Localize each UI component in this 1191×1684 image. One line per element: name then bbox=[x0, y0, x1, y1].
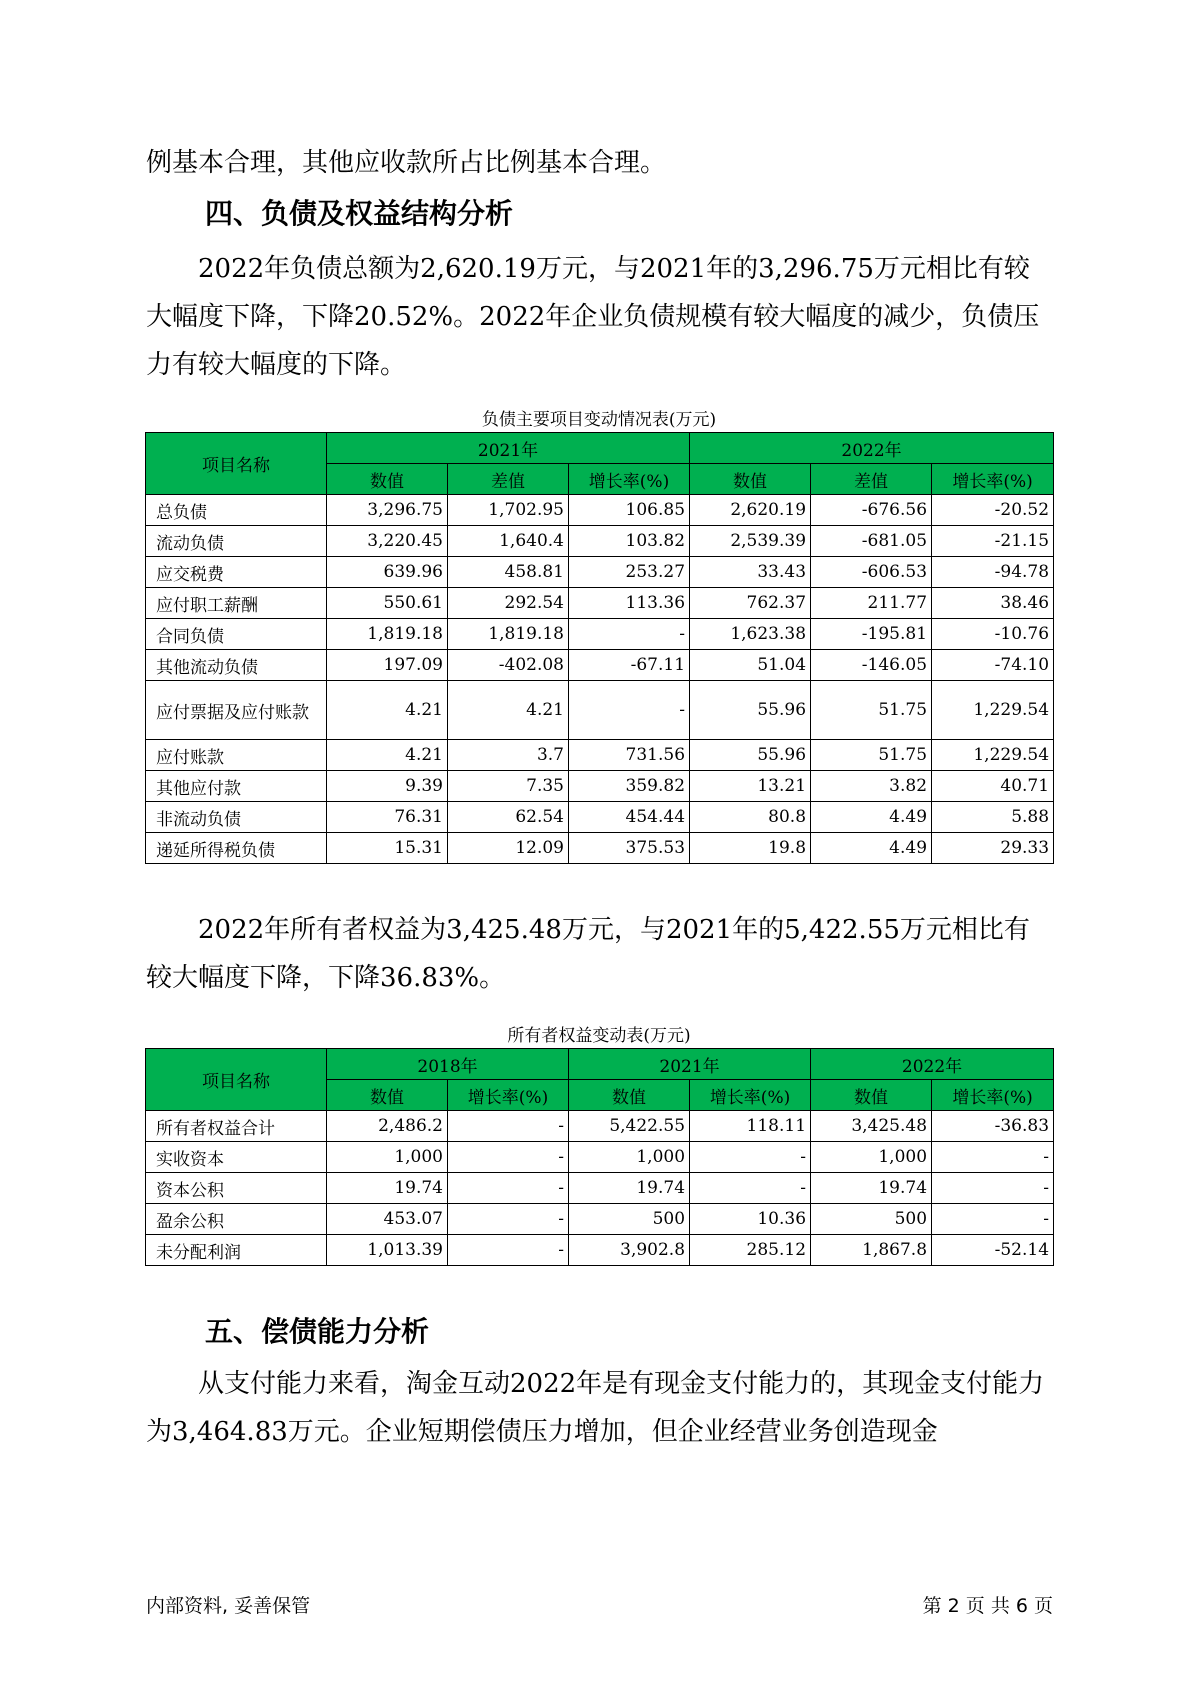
table-cell: 1,000 bbox=[811, 1142, 932, 1173]
table-row bbox=[146, 771, 1054, 802]
table-row bbox=[146, 1111, 1054, 1142]
table-cell: - bbox=[932, 1204, 1054, 1235]
table-cell: 639.96 bbox=[327, 557, 448, 588]
column-subheader: 增长率(%) bbox=[690, 1080, 811, 1111]
footer-page-number: 第 2 页 共 6 页 bbox=[922, 1595, 1053, 1617]
table-cell: 33.43 bbox=[690, 557, 811, 588]
row-label: 总负债 bbox=[146, 495, 327, 526]
table-cell: 5.88 bbox=[932, 802, 1054, 833]
row-label: 递延所得税负债 bbox=[146, 833, 327, 864]
table-cell: 40.71 bbox=[932, 771, 1054, 802]
table-cell: 19.8 bbox=[690, 833, 811, 864]
table-cell: 13.21 bbox=[690, 771, 811, 802]
table-cell: 211.77 bbox=[811, 588, 932, 619]
liabilities-paragraph: 2022年负债总额为2,620.19万元，与2021年的3,296.75万元相比有较大幅度下降，下降20.52%。2022年企业负债规模有较大幅度的减少，负债压力有较大幅度的下降。 bbox=[146, 254, 1040, 380]
table-cell: 1,000 bbox=[327, 1142, 448, 1173]
table-cell: - bbox=[690, 1173, 811, 1204]
table-row bbox=[146, 740, 1054, 771]
table-cell: 19.74 bbox=[569, 1173, 690, 1204]
table-cell: 762.37 bbox=[690, 588, 811, 619]
table-cell: - bbox=[569, 681, 690, 740]
table-cell: 731.56 bbox=[569, 740, 690, 771]
year-header: 2022年 bbox=[690, 433, 1054, 464]
table-cell: 1,623.38 bbox=[690, 619, 811, 650]
table-cell: -402.08 bbox=[448, 650, 569, 681]
table-cell: 51.75 bbox=[811, 740, 932, 771]
table-row bbox=[146, 681, 1054, 740]
table-cell: -94.78 bbox=[932, 557, 1054, 588]
liabilities-table bbox=[145, 432, 1054, 864]
column-subheader: 数值 bbox=[569, 1080, 690, 1111]
table-cell: 500 bbox=[811, 1204, 932, 1235]
table-cell: 80.8 bbox=[690, 802, 811, 833]
column-subheader: 增长率(%) bbox=[448, 1080, 569, 1111]
table-cell: -676.56 bbox=[811, 495, 932, 526]
equity-table-caption: 所有者权益变动表(万元) bbox=[507, 1026, 691, 1046]
table-cell: -606.53 bbox=[811, 557, 932, 588]
row-label: 实收资本 bbox=[146, 1142, 327, 1173]
table-cell: 19.74 bbox=[811, 1173, 932, 1204]
table-cell: 62.54 bbox=[448, 802, 569, 833]
equity-paragraph: 2022年所有者权益为3,425.48万元，与2021年的5,422.55万元相比有较大幅度下降，下降36.83%。 bbox=[146, 915, 1030, 993]
table-cell: 4.21 bbox=[327, 681, 448, 740]
row-label: 应付职工薪酬 bbox=[146, 588, 327, 619]
table-cell: 458.81 bbox=[448, 557, 569, 588]
table-cell: -36.83 bbox=[932, 1111, 1054, 1142]
table-cell: 12.09 bbox=[448, 833, 569, 864]
table-cell: 2,539.39 bbox=[690, 526, 811, 557]
table-cell: 375.53 bbox=[569, 833, 690, 864]
table-cell: 118.11 bbox=[690, 1111, 811, 1142]
table-cell: 1,640.4 bbox=[448, 526, 569, 557]
row-label: 未分配利润 bbox=[146, 1235, 327, 1266]
row-label: 资本公积 bbox=[146, 1173, 327, 1204]
table-cell: - bbox=[690, 1142, 811, 1173]
column-subheader: 数值 bbox=[327, 1080, 448, 1111]
table-cell: 1,229.54 bbox=[932, 740, 1054, 771]
year-header: 2022年 bbox=[811, 1049, 1054, 1080]
solvency-paragraph: 从支付能力来看，淘金互动2022年是有现金支付能力的，其现金支付能力为3,464.83万元。企业短期偿债压力增加，但企业经营业务创造现金 bbox=[146, 1369, 1045, 1447]
table-cell: 3,220.45 bbox=[327, 526, 448, 557]
footer-confidential: 内部资料, 妥善保管 bbox=[146, 1595, 311, 1617]
table-cell: 253.27 bbox=[569, 557, 690, 588]
table-row bbox=[146, 833, 1054, 864]
table-cell: 454.44 bbox=[569, 802, 690, 833]
table-row bbox=[146, 1235, 1054, 1266]
table-cell: 4.21 bbox=[448, 681, 569, 740]
table-cell: -195.81 bbox=[811, 619, 932, 650]
row-label: 流动负债 bbox=[146, 526, 327, 557]
table-cell: -74.10 bbox=[932, 650, 1054, 681]
table-cell: -21.15 bbox=[932, 526, 1054, 557]
table-cell: 4.21 bbox=[327, 740, 448, 771]
year-header: 2021年 bbox=[327, 433, 690, 464]
table-cell: 292.54 bbox=[448, 588, 569, 619]
continued-paragraph: 例基本合理，其他应收款所占比例基本合理。 bbox=[146, 148, 667, 178]
table-cell: 5,422.55 bbox=[569, 1111, 690, 1142]
table-cell: 1,013.39 bbox=[327, 1235, 448, 1266]
column-subheader: 数值 bbox=[690, 464, 811, 495]
table-cell: 76.31 bbox=[327, 802, 448, 833]
table-cell: 38.46 bbox=[932, 588, 1054, 619]
column-subheader: 差值 bbox=[811, 464, 932, 495]
row-label: 其他流动负债 bbox=[146, 650, 327, 681]
table-cell: 197.09 bbox=[327, 650, 448, 681]
item-name-header: 项目名称 bbox=[146, 433, 327, 495]
table-cell: -20.52 bbox=[932, 495, 1054, 526]
table-cell: 4.49 bbox=[811, 802, 932, 833]
table-row bbox=[146, 650, 1054, 681]
row-label: 应交税费 bbox=[146, 557, 327, 588]
table-cell: 2,620.19 bbox=[690, 495, 811, 526]
table-cell: - bbox=[932, 1173, 1054, 1204]
table-cell: 51.04 bbox=[690, 650, 811, 681]
table-cell: -10.76 bbox=[932, 619, 1054, 650]
table-cell: 51.75 bbox=[811, 681, 932, 740]
row-label: 所有者权益合计 bbox=[146, 1111, 327, 1142]
table-cell: 285.12 bbox=[690, 1235, 811, 1266]
row-label: 其他应付款 bbox=[146, 771, 327, 802]
table-cell: 29.33 bbox=[932, 833, 1054, 864]
table-cell: -67.11 bbox=[569, 650, 690, 681]
table-cell: 15.31 bbox=[327, 833, 448, 864]
liabilities-table-caption: 负债主要项目变动情况表(万元) bbox=[481, 410, 717, 430]
table-cell: 7.35 bbox=[448, 771, 569, 802]
table-cell: -146.05 bbox=[811, 650, 932, 681]
table-row bbox=[146, 588, 1054, 619]
table-row bbox=[146, 1204, 1054, 1235]
table-cell: 9.39 bbox=[327, 771, 448, 802]
equity-table bbox=[145, 1048, 1054, 1266]
table-cell: 113.36 bbox=[569, 588, 690, 619]
table-cell: 10.36 bbox=[690, 1204, 811, 1235]
table-row bbox=[146, 619, 1054, 650]
table-cell: - bbox=[448, 1235, 569, 1266]
column-subheader: 增长率(%) bbox=[932, 464, 1054, 495]
row-label: 应付票据及应付账款 bbox=[146, 681, 327, 740]
year-header: 2021年 bbox=[569, 1049, 811, 1080]
table-cell: -681.05 bbox=[811, 526, 932, 557]
table-cell: 55.96 bbox=[690, 681, 811, 740]
table-row bbox=[146, 1173, 1054, 1204]
table-cell: - bbox=[448, 1142, 569, 1173]
table-row bbox=[146, 526, 1054, 557]
row-label: 非流动负债 bbox=[146, 802, 327, 833]
row-label: 合同负债 bbox=[146, 619, 327, 650]
table-cell: 550.61 bbox=[327, 588, 448, 619]
table-cell: 3.82 bbox=[811, 771, 932, 802]
table-cell: - bbox=[448, 1173, 569, 1204]
table-cell: - bbox=[569, 619, 690, 650]
column-subheader: 差值 bbox=[448, 464, 569, 495]
table-cell: 1,000 bbox=[569, 1142, 690, 1173]
column-subheader: 增长率(%) bbox=[569, 464, 690, 495]
table-cell: 1,229.54 bbox=[932, 681, 1054, 740]
table-cell: 1,819.18 bbox=[448, 619, 569, 650]
table-row bbox=[146, 495, 1054, 526]
table-cell: -52.14 bbox=[932, 1235, 1054, 1266]
table-cell: - bbox=[932, 1142, 1054, 1173]
table-cell: 1,819.18 bbox=[327, 619, 448, 650]
table-cell: 1,867.8 bbox=[811, 1235, 932, 1266]
table-cell: 4.49 bbox=[811, 833, 932, 864]
table-cell: 453.07 bbox=[327, 1204, 448, 1235]
section-4-heading: 四、负债及权益结构分析 bbox=[205, 197, 514, 230]
section-5-heading: 五、偿债能力分析 bbox=[205, 1315, 430, 1348]
table-cell: 3,902.8 bbox=[569, 1235, 690, 1266]
table-cell: 359.82 bbox=[569, 771, 690, 802]
row-label: 应付账款 bbox=[146, 740, 327, 771]
column-subheader: 增长率(%) bbox=[932, 1080, 1054, 1111]
table-cell: 1,702.95 bbox=[448, 495, 569, 526]
year-header: 2018年 bbox=[327, 1049, 569, 1080]
table-cell: 55.96 bbox=[690, 740, 811, 771]
table-row bbox=[146, 557, 1054, 588]
item-name-header: 项目名称 bbox=[146, 1049, 327, 1111]
table-row bbox=[146, 802, 1054, 833]
table-cell: 3,425.48 bbox=[811, 1111, 932, 1142]
table-cell: - bbox=[448, 1111, 569, 1142]
column-subheader: 数值 bbox=[811, 1080, 932, 1111]
table-cell: 3.7 bbox=[448, 740, 569, 771]
table-cell: 19.74 bbox=[327, 1173, 448, 1204]
table-cell: 500 bbox=[569, 1204, 690, 1235]
table-cell: 2,486.2 bbox=[327, 1111, 448, 1142]
column-subheader: 数值 bbox=[327, 464, 448, 495]
table-row bbox=[146, 1142, 1054, 1173]
table-cell: 106.85 bbox=[569, 495, 690, 526]
table-cell: - bbox=[448, 1204, 569, 1235]
row-label: 盈余公积 bbox=[146, 1204, 327, 1235]
table-cell: 103.82 bbox=[569, 526, 690, 557]
table-cell: 3,296.75 bbox=[327, 495, 448, 526]
